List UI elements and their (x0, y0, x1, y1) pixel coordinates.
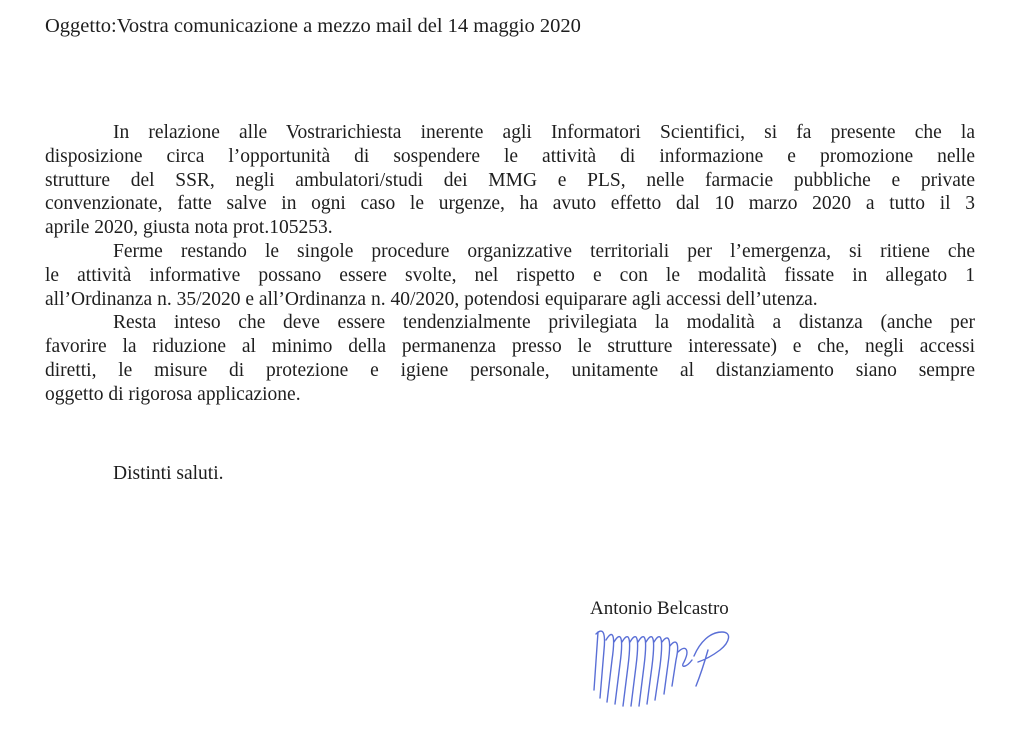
text-line: convenzionate, fatte salve in ogni caso le urgenze, ha avuto effetto dal 10 marzo 2020 a tutto il 3 (45, 193, 975, 215)
text-line: aprile 2020, giusta nota prot.105253. (45, 217, 333, 239)
text-line: strutture del SSR, negli ambulatori/studi dei MMG e PLS, nelle farmacie pubbliche e private (45, 169, 975, 191)
text-line: all’Ordinanza n. 35/2020 e all’Ordinanza n. 40/2020, potendosi equiparare agli accessi dell’utenza. (45, 288, 818, 310)
text-line: Resta inteso che deve essere tendenzialmente privilegiata la modalità a distanza (anche per (113, 312, 975, 334)
paragraph-1 (45, 121, 975, 240)
letter-body (45, 121, 975, 407)
text-line: In relazione alle Vostrarichiesta inerente agli Informatori Scientifici, si fa presente che la (113, 122, 975, 143)
paragraph-3 (45, 311, 975, 406)
handwritten-signature (580, 620, 770, 715)
closing-salutation: Distinti saluti. (113, 463, 224, 484)
text-line: Ferme restando le singole procedure organizzative territoriali per l’emergenza, si ritiene che (113, 240, 975, 262)
text-line: disposizione circa l’opportunità di sospendere le attività di informazione e promozione nelle (45, 145, 975, 167)
paragraph-2 (45, 240, 975, 311)
letter-subject: Oggetto:Vostra comunicazione a mezzo mail del 14 maggio 2020 (45, 15, 581, 37)
text-line: oggetto di rigorosa applicazione. (45, 383, 301, 405)
text-line: diretti, le misure di protezione e igiene personale, unitamente al distanziamento siano sempre (45, 359, 975, 381)
signature-stroke (594, 631, 729, 706)
text-line: favorire la riduzione al minimo della permanenza presso le strutture interessate) e che, negli accessi (45, 336, 975, 358)
text-line: le attività informative possano essere svolte, nel rispetto e con le modalità fissate in allegato 1 (45, 264, 975, 286)
signer-name: Antonio Belcastro (590, 598, 729, 619)
